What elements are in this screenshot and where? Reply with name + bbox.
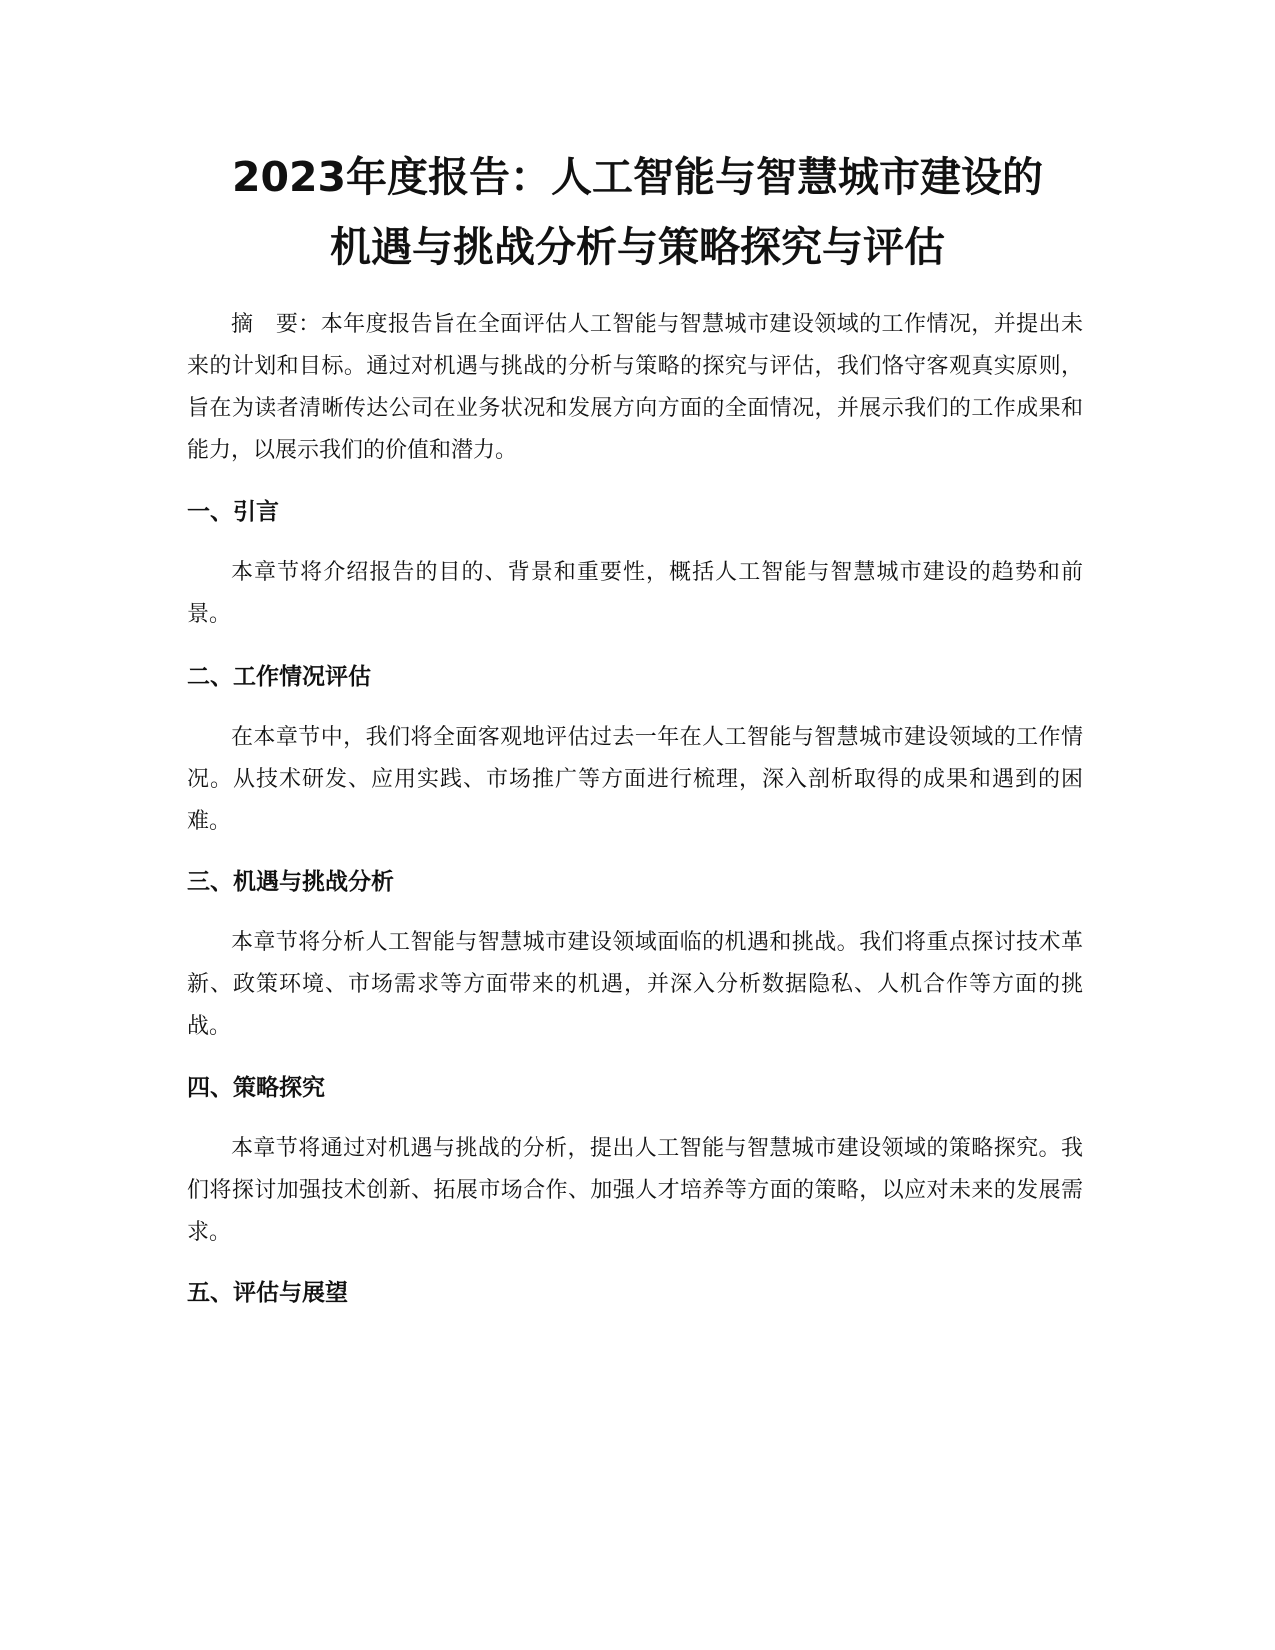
abstract-paragraph: 摘 要：本年度报告旨在全面评估人工智能与智慧城市建设领域的工作情况，并提出未来的计划和目标。通过对机遇与挑战的分析与策略的探究与评估，我们恪守客观真实原则，旨在为读者清晰传达公司在业务状况和发展方向方面的全面情况，并展示我们的工作成果和能力，以展示我们的价值和潜力。 (187, 312, 1083, 463)
section-2-body (187, 717, 1083, 843)
document-title (150, 142, 1125, 282)
section-paragraph: 本章节将通过对机遇与挑战的分析，提出人工智能与智慧城市建设领域的策略探究。我们将探讨加强技术创新、拓展市场合作、加强人才培养等方面的策略，以应对未来的发展需求。 (187, 1136, 1083, 1245)
section-1 (187, 492, 1083, 532)
section-4 (187, 1068, 1083, 1108)
section-paragraph: 本章节将分析人工智能与智慧城市建设领域面临的机遇和挑战。我们将重点探讨技术革新、政策环境、市场需求等方面带来的机遇，并深入分析数据隐私、人机合作等方面的挑战。 (187, 930, 1083, 1039)
section-3-body (187, 922, 1083, 1048)
abstract-block (187, 304, 1083, 472)
section-3 (187, 862, 1083, 902)
section-heading: 三、机遇与挑战分析 (187, 869, 394, 895)
section-heading: 四、策略探究 (187, 1075, 325, 1101)
section-1-body (187, 552, 1083, 636)
section-paragraph: 在本章节中，我们将全面客观地评估过去一年在人工智能与智慧城市建设领域的工作情况。从技术研发、应用实践、市场推广等方面进行梳理，深入剖析取得的成果和遇到的困难。 (187, 725, 1083, 834)
section-heading: 二、工作情况评估 (187, 664, 371, 690)
section-heading: 五、评估与展望 (187, 1280, 348, 1306)
section-heading: 一、引言 (187, 499, 279, 525)
section-4-body (187, 1128, 1083, 1254)
section-2 (187, 657, 1083, 697)
title-line-2: 机遇与挑战分析与策略探究与评估 (330, 223, 945, 271)
title-line-1: 2023年度报告：人工智能与智慧城市建设的 (231, 153, 1044, 201)
section-5 (187, 1273, 1083, 1313)
section-paragraph: 本章节将介绍报告的目的、背景和重要性，概括人工智能与智慧城市建设的趋势和前景。 (187, 560, 1083, 627)
